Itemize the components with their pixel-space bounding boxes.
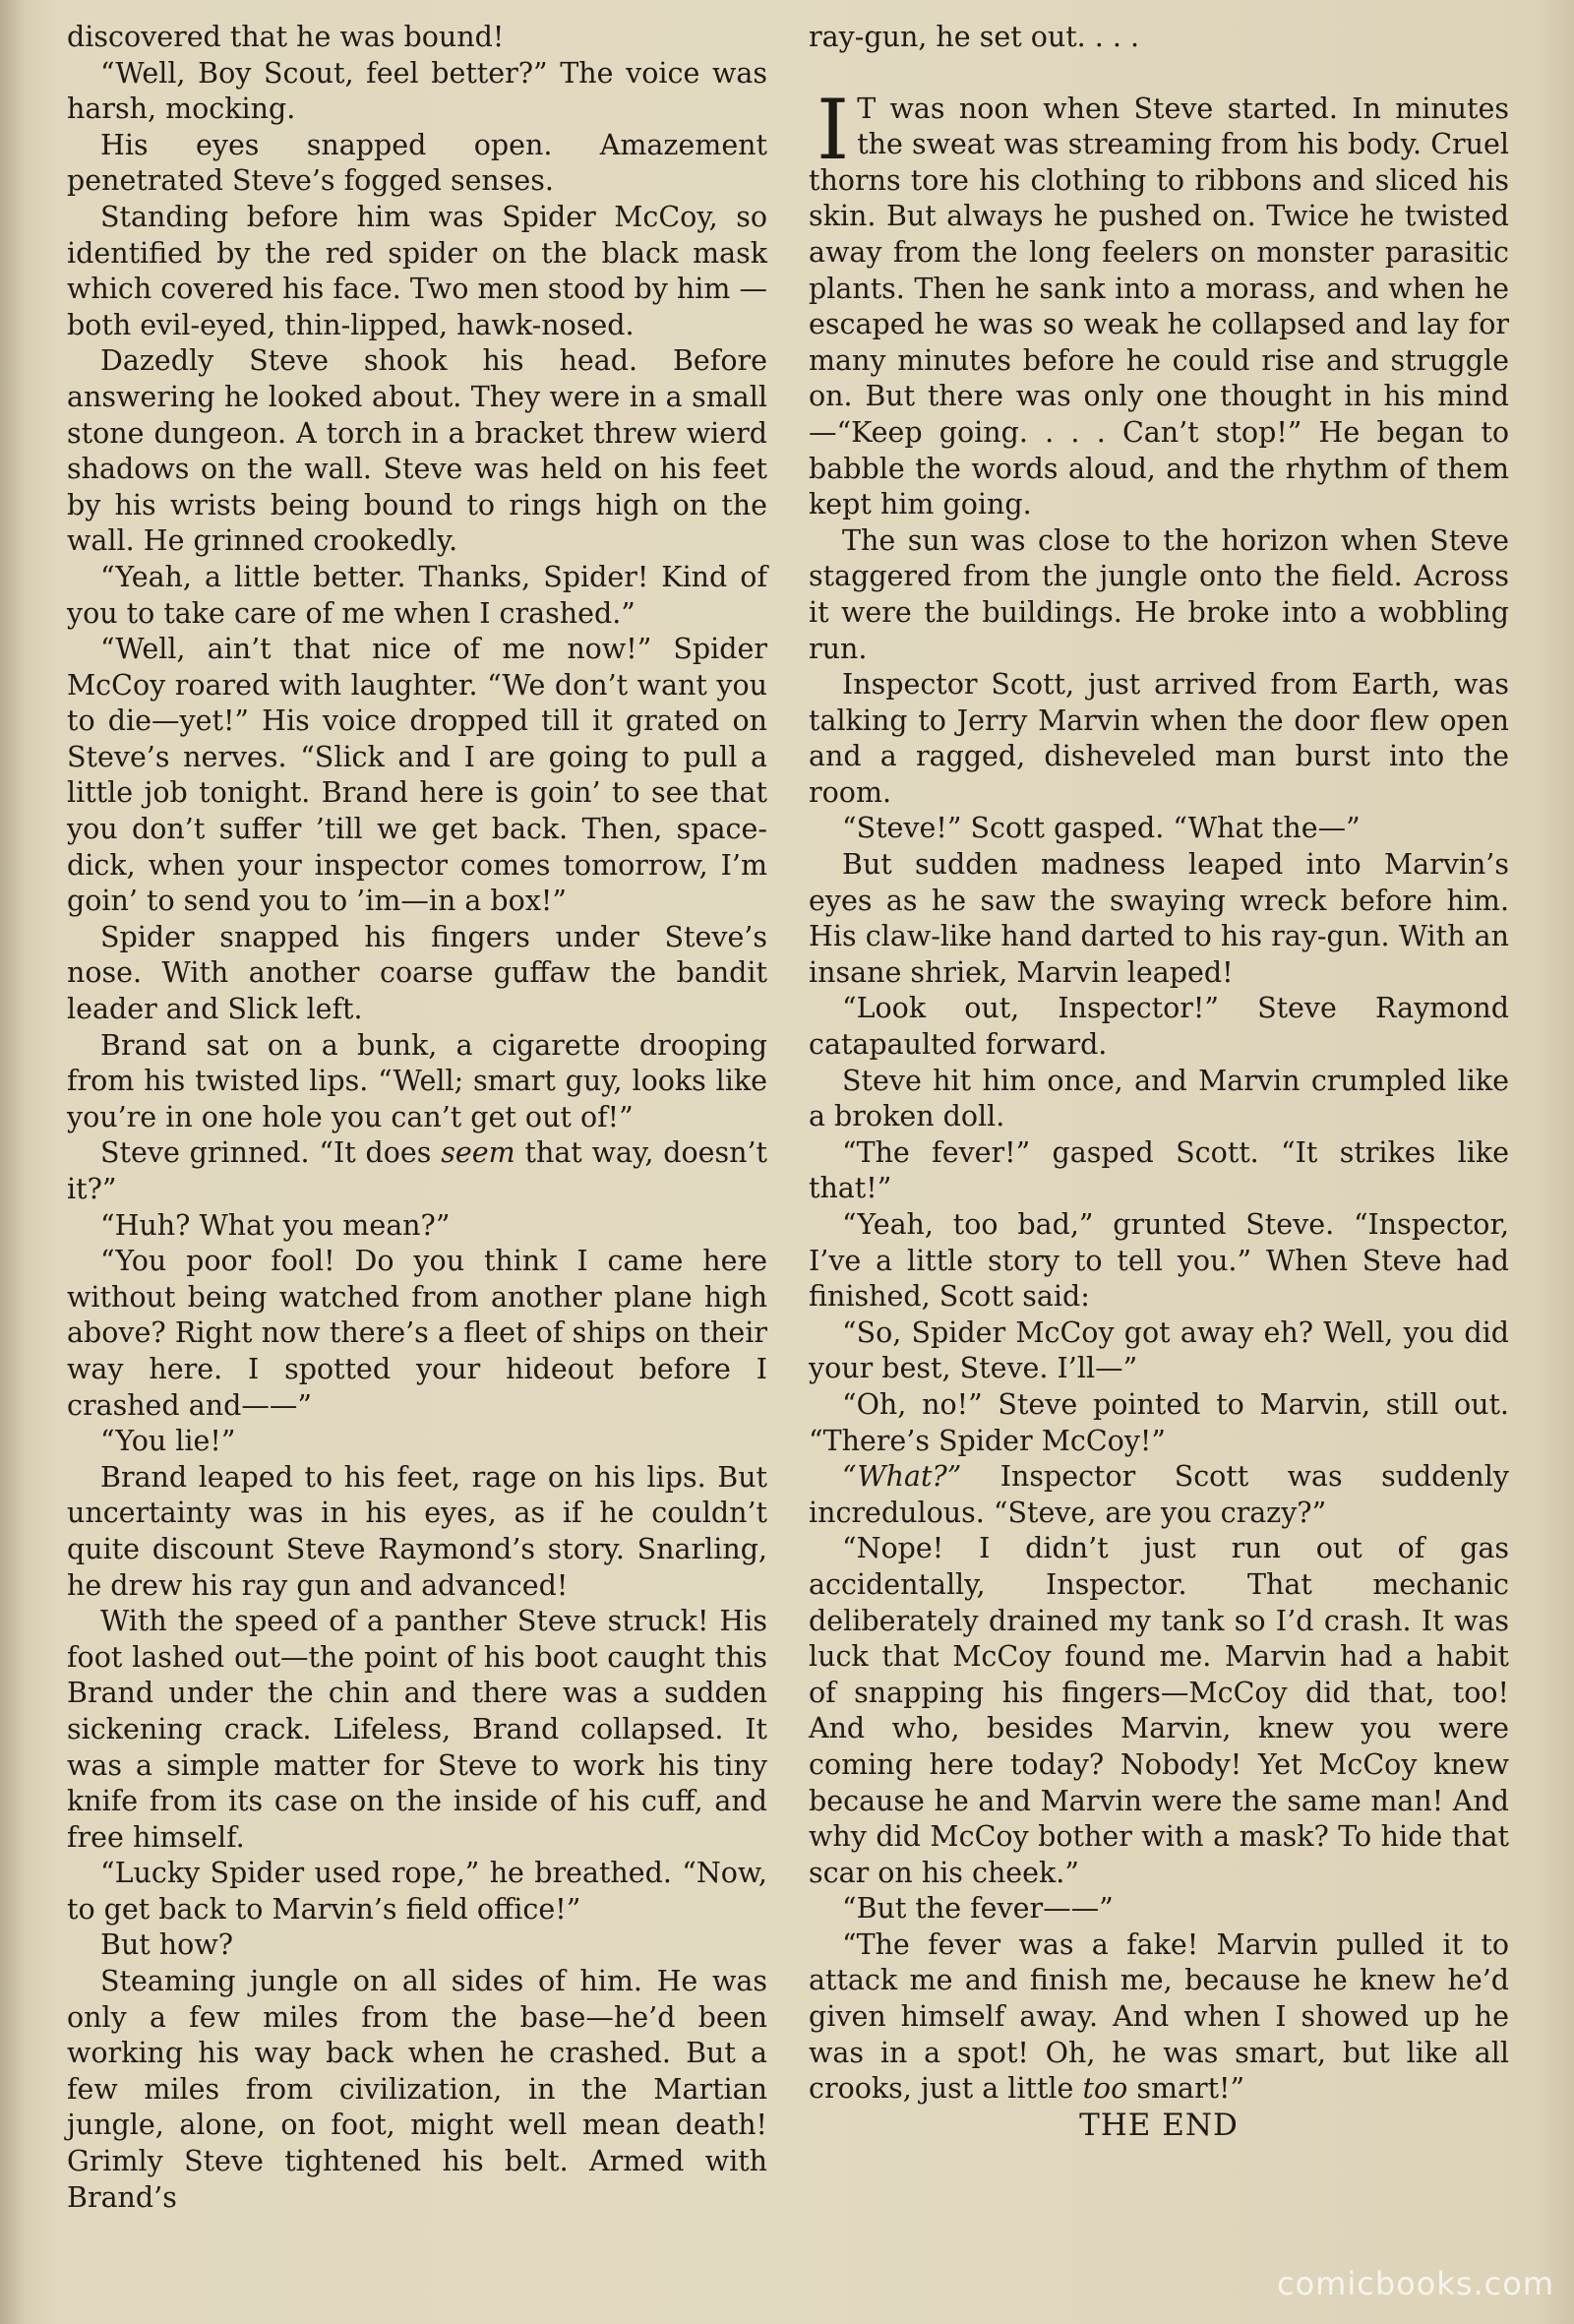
paragraph: “Well, ain’t that nice of me now!” Spider McCoy roared with laughter. “We don’t want you to die—yet!” His voice dropped till it grated on Steve’s nerves. “Slick and I are going to pull a little job tonight. Brand here is goin’ to see that you don’t suffer ’till we get back. Then, space-dick, when your inspector comes tomorrow, I’m goin’ to send you to ’im—in a box!”	[67, 633, 767, 918]
paragraph: “But the fever——”	[842, 1892, 1114, 1926]
paragraph: With the speed of a panther Steve struck! His foot lashed out—the point of his boot caught this Brand under the chin and there was a sudden sickening crack. Lifeless, Brand collapsed. It was a simple matter for Steve to work his tiny knife from its case on the inside of his cuff, and free himself.	[67, 1605, 767, 1854]
paragraph: Steaming jungle on all sides of him. He was only a few miles from the base—he’d been working his way back when he crashed. But a few miles from civilization, in the Martian jungle, alone, on foot, might well mean death! Grimly Steve tightened his belt. Armed with Brand’s	[67, 1965, 767, 2214]
drop-cap: I	[817, 81, 850, 178]
paragraph: Brand sat on a bunk, a cigarette drooping from his twisted lips. “Well; smart guy, looks like you’re in one hole you can’t get out of!”	[67, 1028, 767, 1133]
left-column	[67, 20, 767, 2216]
paragraph: “Lucky Spider used rope,” he breathed. “Now, to get back to Marvin’s field office!”	[67, 1857, 767, 1926]
text-run: T was noon when Steve started. In minutes the sweat was streaming from his body. Cruel thorns tore his clothing to ribbons and sliced his skin. But always he pushed on. Twice he twisted away from the long feelers on monster parasitic plants. Then he sank into a morass, and when he escaped he was so weak he collapsed and lay for many minutes before he could rise and struggle on. But there was only one thought in his mind—“Keep going. . . . Can’t stop!” He began to babble the words aloud, and the rhythm of them kept him going.	[809, 92, 1509, 521]
paragraph: “Oh, no!” Steve pointed to Marvin, still out. “There’s Spider McCoy!”	[809, 1387, 1509, 1457]
paragraph: “Steve!” Scott gasped. “What the—”	[842, 812, 1361, 845]
text-run: Steve grinned. “It does	[100, 1136, 442, 1170]
paragraph	[809, 1459, 1509, 1531]
paragraph: “Look out, Inspector!” Steve Raymond catapaulted forward.	[809, 992, 1509, 1062]
paragraph: “The fever!” gasped Scott. “It strikes like that!”	[809, 1135, 1509, 1205]
paragraph: “You poor fool! Do you think I came here without being watched from another plane high above? Right now there’s a fleet of ships on their way here. I spotted your hideout before I crashed and——”	[67, 1245, 767, 1422]
paragraph: Spider snapped his fingers under Steve’s nose. With another coarse guffaw the bandit leader and Slick left.	[67, 920, 767, 1026]
paragraph: “Huh? What you mean?”	[100, 1208, 451, 1242]
paragraph	[809, 1927, 1509, 2108]
paragraph: His eyes snapped open. Amazement penetrated Steve’s fogged senses.	[67, 128, 767, 198]
right-column	[809, 20, 1509, 2143]
watermark: comicbooks.com	[1276, 2265, 1554, 2302]
italic-text: seem	[441, 1136, 515, 1170]
paragraph: The sun was close to the horizon when Steve staggered from the jungle onto the field. Across it were the buildings. He broke into a wobbling run.	[809, 523, 1509, 665]
text-run: that way, doesn’t it?”	[67, 1136, 767, 1205]
italic-text: too	[1082, 2072, 1128, 2106]
paragraph: Dazedly Steve shook his head. Before answering he looked about. They were in a small stone dungeon. A torch in a bracket threw wierd shadows on the wall. Steve was held on his feet by his wrists being bound to rings high on the wall. He grinned crookedly.	[67, 344, 767, 558]
paragraph: But sudden madness leaped into Marvin’s eyes as he saw the swaying wreck before him. His claw-like hand darted to his ray-gun. With an insane shriek, Marvin leaped!	[809, 848, 1509, 989]
text-run: smart!”	[1127, 2072, 1245, 2106]
paragraph	[67, 1135, 767, 1207]
paragraph: ray-gun, he set out. . . .	[809, 21, 1140, 53]
text-run: “The fever was a fake! Marvin pulled it to attack me and finish me, because he knew he’d given himself away. And when I showed up he was in a spot! Oh, he was smart, but like all crooks, just a little	[809, 1927, 1509, 2106]
paragraph: “Well, Boy Scout, feel better?” The voice was harsh, mocking.	[67, 56, 767, 126]
paragraph: “You lie!”	[100, 1425, 236, 1458]
paragraph: “Nope! I didn’t just run out of gas accidentally, Inspector. That mechanic deliberately drained my tank so I’d crash. It was luck that McCoy found me. Marvin had a habit of snapping his fingers—McCoy did that, too! And who, besides Marvin, knew you were coming here today? Nobody! Yet McCoy knew because he and Marvin were the same man! And why did McCoy bother with a mask? To hide that scar on his cheek.”	[809, 1532, 1509, 1889]
dropcap-paragraph	[809, 81, 1509, 523]
the-end-heading: THE END	[1079, 2107, 1239, 2143]
paragraph: Brand leaped to his feet, rage on his lips. But uncertainty was in his eyes, as if he couldn’t quite discount Steve Raymond’s story. Snarling, he drew his ray gun and advanced!	[67, 1460, 767, 1602]
paragraph: But how?	[100, 1928, 233, 1962]
paragraph: Inspector Scott, just arrived from Earth, was talking to Jerry Marvin when the door flew open and a ragged, disheveled man burst into the room.	[809, 668, 1509, 809]
italic-text: “What?”	[842, 1460, 962, 1494]
paragraph: Standing before him was Spider McCoy, so identified by the red spider on the black mask which covered his face. Two men stood by him —both evil-eyed, thin-lipped, hawk-nosed.	[67, 200, 767, 341]
section-break	[809, 56, 1509, 92]
text-run: Inspector Scott was suddenly incredulous. “Steve, are you crazy?”	[809, 1460, 1509, 1529]
paragraph: Steve hit him once, and Marvin crumpled like a broken doll.	[809, 1064, 1509, 1133]
paragraph: “Yeah, too bad,” grunted Steve. “Inspector, I’ve a little story to tell you.” When Steve had finished, Scott said:	[809, 1208, 1509, 1314]
paragraph: discovered that he was bound!	[67, 21, 505, 53]
paragraph: “So, Spider McCoy got away eh? Well, you did your best, Steve. I’ll—”	[809, 1315, 1509, 1385]
paragraph: “Yeah, a little better. Thanks, Spider! Kind of you to take care of me when I crashed.”	[67, 560, 767, 630]
